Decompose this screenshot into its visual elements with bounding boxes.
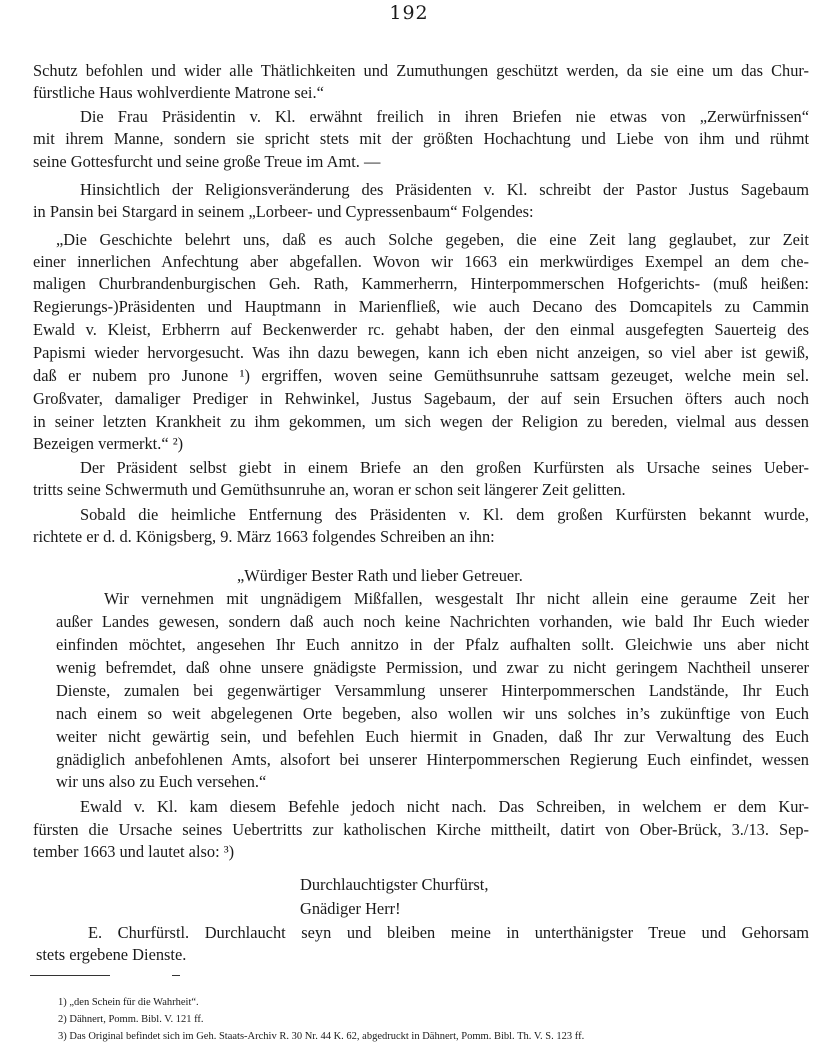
body-line: Ewald v. Kleist, Erbherrn auf Beckenwerder rc. gehabt haben, der den einmal ausgefegten Sauerteig des [33,320,809,339]
page-number: 192 [389,2,429,24]
body-line: Bezeigen vermerkt.“ ²) [33,434,184,453]
body-line: tember 1663 und lautet also: ³) [33,842,235,861]
body-line: tritts seine Schwermuth und Gemüthsunruhe an, woran er schon seit längerer Zeit gelitten. [33,480,626,499]
body-line: außer Landes gewesen, sondern daß auch noch keine Nachrichten vorhanden, wie bald Ihr Euch wieder [56,612,809,631]
footnote: 3) Das Original befindet sich im Geh. Staats-Archiv R. 30 Nr. 44 K. 62, abgedruckt in Dähnert, Pomm. Bibl. Th. V. S. 123 ff. [58,1031,585,1042]
body-line: Dienste, zumalen bei gegenwärtiger Versammlung unserer Hinterpommerschen Landstände, Ihr Euch [56,681,809,700]
footnote: 2) Dähnert, Pomm. Bibl. V. 121 ff. [58,1014,204,1025]
footnote-rule [30,975,110,976]
body-line: gnädiglich anbefohlenen Amts, alsofort bei unserer Hinterpommerschen Regierung Euch einfindet, wessen [56,750,809,769]
body-line: Papismi wieder hervorgesucht. Was ihn dazu bewegen, kann ich eben nicht anzeigen, so viel aber ist gewiß, [33,343,809,362]
body-line: richtete er d. d. Königsberg, 9. März 1663 folgendes Schreiben an ihn: [33,527,495,546]
body-line: seine Gottesfurcht und seine große Treue im Amt. — [33,152,381,171]
body-line: daß er nubem pro Junone ¹) ergriffen, woven seine Gemüthsunruhe sattsam gezeuget, welche mein sel. [33,366,809,385]
body-line: Wir vernehmen mit ungnädigem Mißfallen, wesgestalt Ihr nicht allein eine geraume Zeit her [104,589,809,608]
footnote-rule-mark [172,975,180,976]
body-line: Großvater, damaliger Prediger in Rehwinkel, Justus Sagebaum, der auf sein Ersuchen öfters auch noch [33,389,809,408]
body-line: „Würdiger Bester Rath und lieber Getreuer. [237,566,523,585]
body-line: Gnädiger Herr! [300,899,401,918]
body-line: wir uns also zu Euch versehen.“ [56,772,267,791]
body-line: Ewald v. Kl. kam diesem Befehle jedoch nicht nach. Das Schreiben, in welchem er dem Kur- [80,797,809,816]
footnote: 1) „den Schein für die Wahrheit“. [58,997,199,1008]
body-line: Die Frau Präsidentin v. Kl. erwähnt freilich in ihren Briefen nie etwas von „Zerwürfnissen“ [80,107,809,126]
body-line: Hinsichtlich der Religionsveränderung des Präsidenten v. Kl. schreibt der Pastor Justus Sagebaum [80,180,809,199]
body-line: stets ergebene Dienste. [36,945,187,964]
body-line: Sobald die heimliche Entfernung des Präsidenten v. Kl. dem großen Kurfürsten bekannt wurde, [80,505,809,524]
body-line: weiter nicht gewärtig sein, und befehlen Euch hiermit in Gnaden, daß Ihr zur Verwaltung des Euch [56,727,809,746]
body-line: Durchlauchtigster Churfürst, [300,875,489,894]
body-line: nach einem so weit abgelegenen Orte begeben, also wollen wir uns solches in’s zukünftige von Euch [56,704,809,723]
body-line: wenig befremdet, daß ohne unsere gnädigste Permission, und zwar zu nicht geringem Nachtheil unserer [56,658,809,677]
body-line: Schutz befohlen und wider alle Thätlichkeiten und Zumuthungen geschützt werden, da sie eine um das Chur- [33,61,809,80]
body-line: fürstliche Haus wohlverdiente Matrone sei.“ [33,83,324,102]
body-line: einfinden möchtet, angesehen Ihr Euch annitzo in der Pfalz aufhalten sollt. Gleichwie uns aber nicht [56,635,809,654]
body-line: maligen Churbrandenburgischen Geh. Rath, Kammerherrn, Hinterpommerschen Hofgerichts- (muß heißen: [33,274,809,293]
body-line: fürsten die Ursache seines Uebertritts zur katholischen Kirche mittheilt, datirt von Ober-Brück, 3./13. Sep- [33,820,809,839]
body-line: mit ihrem Manne, sondern sie spricht stets mit der größten Hochachtung und Liebe von ihm und rühmt [33,129,809,148]
body-line: einer innerlichen Anfechtung aber abgefallen. Wovon wir 1663 ein merkwürdiges Exempel an dem che- [33,252,809,271]
body-line: Regierungs-)Präsidenten und Hauptmann in Marienfließ, wie auch Decano des Domcapitels zu Cammin [33,297,809,316]
body-line: „Die Geschichte belehrt uns, daß es auch Solche gegeben, die eine Zeit lang geglaubet, zur Zeit [56,230,809,249]
body-line: E. Churfürstl. Durchlaucht seyn und bleiben meine in unterthänigster Treue und Gehorsam [88,923,809,942]
body-line: Der Präsident selbst giebt in einem Briefe an den großen Kurfürsten als Ursache seines Ueber- [80,458,809,477]
body-line: in seiner letzten Krankheit zu ihm gekommen, um sich wegen der Religion zu bereden, vielmal aus dessen [33,412,809,431]
body-line: in Pansin bei Stargard in seinem „Lorbeer- und Cypressenbaum“ Folgendes: [33,202,534,221]
